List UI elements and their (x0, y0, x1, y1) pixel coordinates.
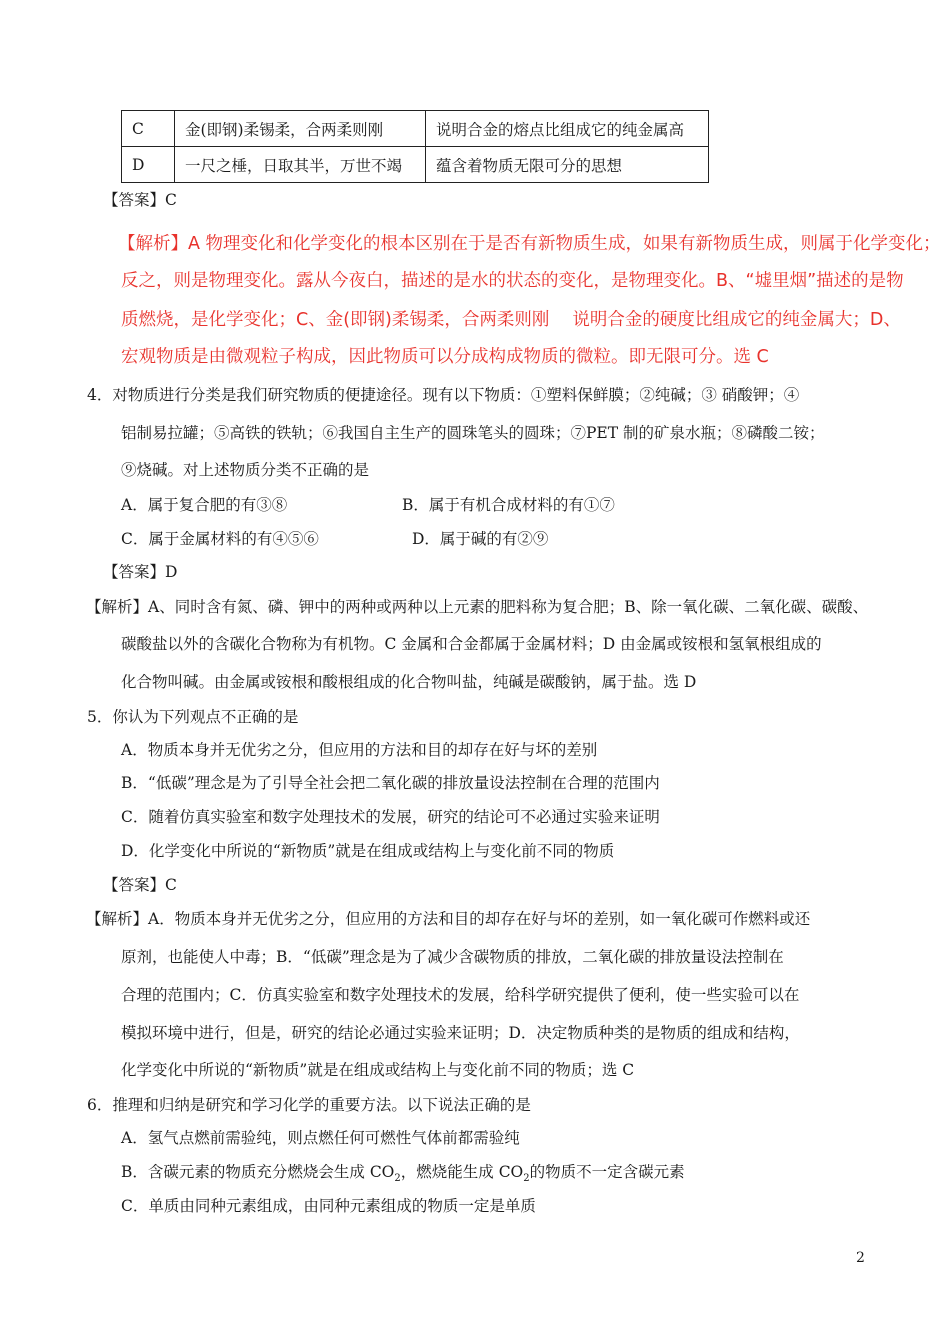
table-cell-key: C (122, 111, 175, 147)
q5-option: B．“低碳”理念是为了引导全社会把二氧化碳的排放量设法控制在合理的范围内 (121, 774, 660, 792)
table-cell-explain: 蕴含着物质无限可分的思想 (426, 147, 709, 183)
table-cell-poem: 金(即钢)柔锡柔，合两柔则刚 (175, 111, 426, 147)
q5-option: D．化学变化中所说的“新物质”就是在组成或结构上与变化前不同的物质 (121, 842, 615, 860)
q5-analysis-line: 模拟环境中进行，但是，研究的结论必通过实验来证明；D．决定物质种类的是物质的组成和结构， (121, 1024, 800, 1042)
q3-analysis-line: 质燃烧，是化学变化；C、金(即钢)柔锡柔，合两柔则刚 说明合金的硬度比组成它的纯金属大；D、 (121, 310, 901, 330)
q3-analysis-line: 反之，则是物理变化。露从今夜白，描述的是水的状态的变化，是物理变化。B、“墟里烟”描述的是物 (121, 271, 904, 291)
subscript: 2 (394, 1173, 401, 1185)
q5-answer: 【答案】C (103, 876, 177, 894)
q4-option-d: D．属于碱的有②⑨ (412, 530, 549, 548)
q6-option-b-text: 的物质不一定含碳元素 (529, 1163, 685, 1181)
comparison-table (121, 110, 709, 183)
q5-option: A．物质本身并无优劣之分，但应用的方法和目的却存在好与坏的差别 (121, 741, 598, 759)
q5-analysis-line: 【解析】A．物质本身并无优劣之分，但应用的方法和目的却存在好与坏的差别，如一氧化碳可作燃料或还 (86, 910, 811, 928)
q6-option-b-text: B．含碳元素的物质充分燃烧会生成 CO (121, 1163, 395, 1181)
q4-stem-line: ⑨烧碱。对上述物质分类不正确的是 (121, 461, 370, 479)
q5-option: C．随着仿真实验室和数字处理技术的发展，研究的结论可不必通过实验来证明 (121, 808, 660, 826)
q5-stem: 5．你认为下列观点不正确的是 (87, 708, 299, 726)
q5-analysis-line: 原剂，也能使人中毒；B．“低碳”理念是为了减少含碳物质的排放，二氧化碳的排放量设法控制在 (121, 948, 784, 966)
q4-stem-line: 4．对物质进行分类是我们研究物质的便捷途径。现有以下物质：①塑料保鲜膜；②纯碱；③ 硝酸钾；④ (87, 386, 800, 404)
q4-stem-line: 铝制易拉罐；⑤高铁的铁轨；⑥我国自主生产的圆珠笔头的圆珠；⑦PET 制的矿泉水瓶；⑧磷酸二铵； (121, 424, 825, 442)
page-number: 2 (856, 1250, 865, 1266)
q4-answer: 【答案】D (103, 563, 178, 581)
q6-option-c: C．单质由同种元素组成，由同种元素组成的物质一定是单质 (121, 1197, 536, 1215)
q4-analysis-line: 碳酸盐以外的含碳化合物称为有机物。C 金属和合金都属于金属材料；D 由金属或铵根和氢氧根组成的 (121, 635, 822, 653)
q6-option-b (121, 1162, 685, 1189)
q3-analysis-line: 宏观物质是由微观粒子构成，因此物质可以分成构成物质的微粒。即无限可分。选 C (121, 347, 769, 367)
q6-option-a: A．氢气点燃前需验纯，则点燃任何可燃性气体前都需验纯 (121, 1129, 520, 1147)
table-row (122, 147, 709, 183)
q4-option-c: C．属于金属材料的有④⑤⑥ (121, 530, 319, 548)
q5-analysis-line: 化学变化中所说的“新物质”就是在组成或结构上与变化前不同的物质；选 C (121, 1061, 635, 1079)
q4-analysis-line: 【解析】A、同时含有氮、磷、钾中的两种或两种以上元素的肥料称为复合肥；B、除一氧化碳、二氧化碳、碳酸、 (86, 598, 869, 616)
q6-stem: 6．推理和归纳是研究和学习化学的重要方法。以下说法正确的是 (87, 1096, 531, 1114)
q3-answer: 【答案】C (103, 191, 177, 209)
q3-analysis-line: 【解析】A 物理变化和化学变化的根本区别在于是否有新物质生成，如果有新物质生成，则属于化学变化； (118, 234, 941, 254)
q6-option-b-text: ，燃烧能生成 CO (400, 1163, 524, 1181)
q4-option-a: A．属于复合肥的有③⑧ (121, 496, 288, 514)
q4-option-b: B．属于有机合成材料的有①⑦ (402, 496, 615, 514)
q4-analysis-line: 化合物叫碱。由金属或铵根和酸根组成的化合物叫盐，纯碱是碳酸钠，属于盐。选 D (121, 673, 697, 691)
table-cell-explain: 说明合金的熔点比组成它的纯金属高 (426, 111, 709, 147)
table-row (122, 111, 709, 147)
table-cell-poem: 一尺之棰，日取其半，万世不竭 (175, 147, 426, 183)
table-cell-key: D (122, 147, 175, 183)
q5-analysis-line: 合理的范围内；C．仿真实验室和数字处理技术的发展，给科学研究提供了便利，使一些实验可以在 (121, 986, 800, 1004)
subscript: 2 (523, 1173, 530, 1185)
